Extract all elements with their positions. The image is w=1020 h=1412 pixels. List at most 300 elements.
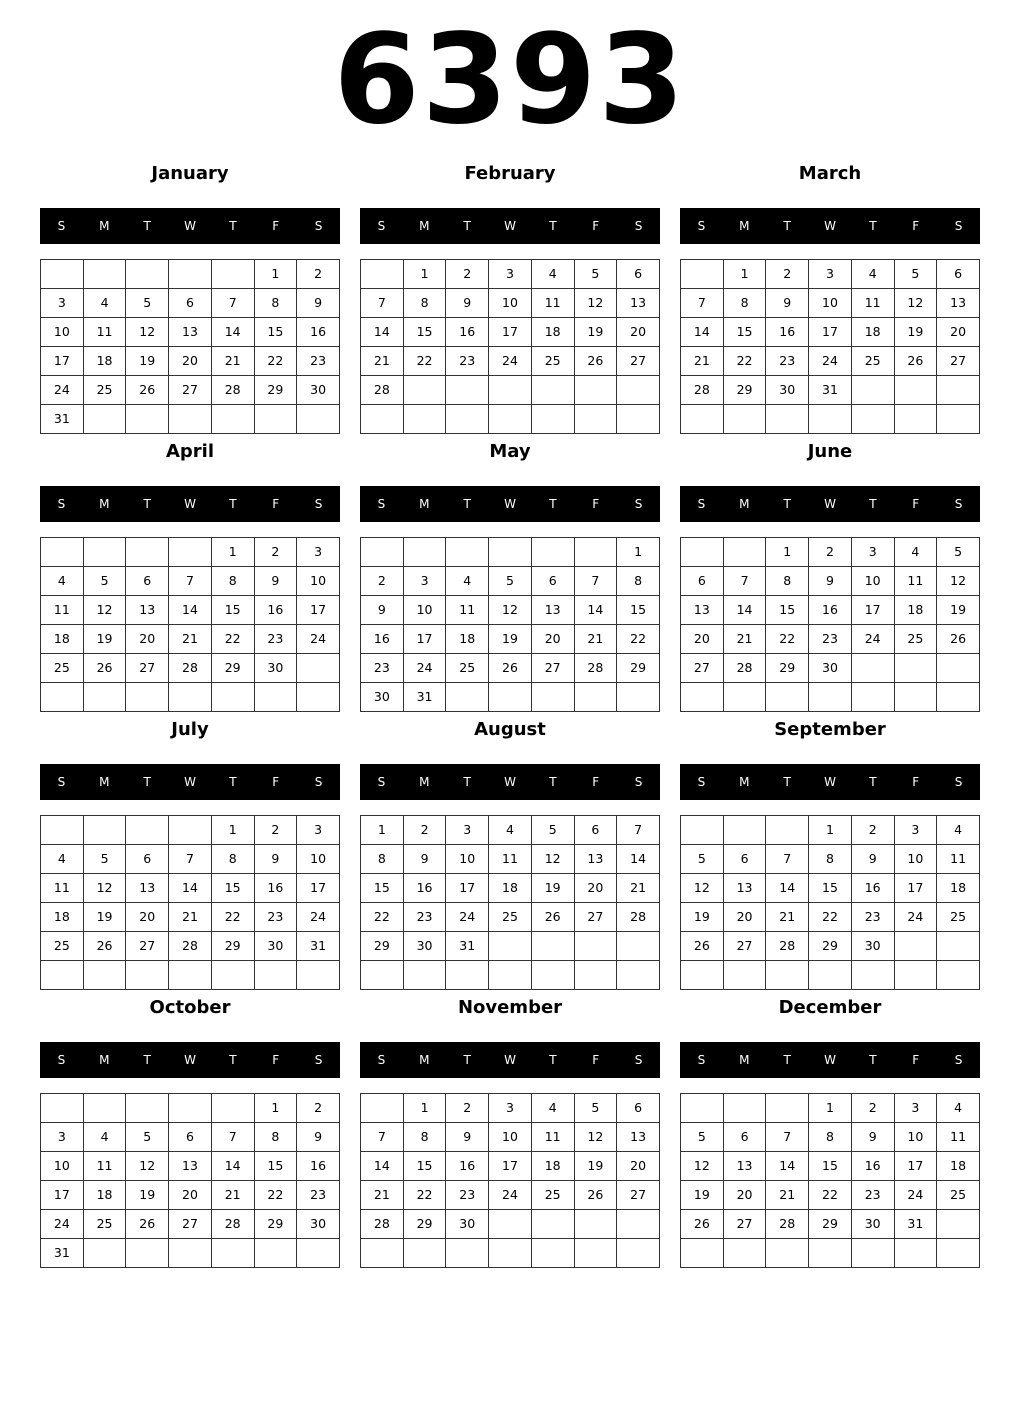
day-cell: 2 <box>766 260 809 289</box>
day-cell: 29 <box>766 654 809 683</box>
weekday-label: T <box>229 497 237 511</box>
day-cell: 26 <box>681 1210 724 1239</box>
day-cell: 24 <box>894 903 937 932</box>
day-cell: 27 <box>169 376 212 405</box>
week-row <box>681 1123 980 1152</box>
day-cell: 23 <box>446 347 489 376</box>
day-cell: 1 <box>617 538 660 567</box>
day-cell <box>617 961 660 990</box>
week-row <box>41 567 340 596</box>
day-cell <box>446 538 489 567</box>
day-cell: 8 <box>809 1123 852 1152</box>
day-cell: 30 <box>851 1210 894 1239</box>
day-cell: 11 <box>83 318 126 347</box>
day-cell: 1 <box>254 260 297 289</box>
day-cell: 1 <box>403 1094 446 1123</box>
day-cell: 3 <box>41 289 84 318</box>
day-cell: 15 <box>361 874 404 903</box>
day-cell: 31 <box>809 376 852 405</box>
day-cell <box>851 654 894 683</box>
weekday-label: M <box>419 1053 430 1067</box>
day-cell <box>937 932 980 961</box>
day-cell: 14 <box>681 318 724 347</box>
day-cell: 28 <box>681 376 724 405</box>
day-cell: 31 <box>446 932 489 961</box>
day-cell <box>894 405 937 434</box>
weekday-label: S <box>954 1053 963 1067</box>
day-cell: 6 <box>681 567 724 596</box>
day-cell: 9 <box>297 1123 340 1152</box>
weekday-label: T <box>783 497 791 511</box>
day-cell: 2 <box>851 1094 894 1123</box>
week-row <box>361 1181 660 1210</box>
week-row <box>361 538 660 567</box>
day-cell <box>723 1094 766 1123</box>
day-cell: 8 <box>254 1123 297 1152</box>
week-row <box>41 683 340 712</box>
day-cell: 27 <box>574 903 617 932</box>
day-cell: 18 <box>83 347 126 376</box>
day-cell: 10 <box>489 1123 532 1152</box>
day-cell <box>894 961 937 990</box>
month-name: December <box>778 997 882 1018</box>
day-cell: 24 <box>894 1181 937 1210</box>
weekday-label: S <box>57 497 66 511</box>
day-cell: 30 <box>254 932 297 961</box>
day-cell: 4 <box>41 567 84 596</box>
month-name: May <box>489 441 531 462</box>
day-cell: 13 <box>617 289 660 318</box>
day-cell <box>297 405 340 434</box>
day-cell <box>723 961 766 990</box>
weekday-header <box>40 764 340 800</box>
week-row <box>41 903 340 932</box>
day-cell: 2 <box>851 816 894 845</box>
weekday-label: T <box>783 775 791 789</box>
day-cell <box>681 260 724 289</box>
day-cell: 6 <box>723 845 766 874</box>
day-cell <box>681 961 724 990</box>
day-cell <box>297 683 340 712</box>
week-row <box>681 596 980 625</box>
day-cell: 2 <box>809 538 852 567</box>
day-cell <box>446 683 489 712</box>
day-cell <box>169 260 212 289</box>
day-cell: 25 <box>531 347 574 376</box>
weekday-label: T <box>463 1053 471 1067</box>
day-cell <box>489 961 532 990</box>
weekday-label: T <box>869 1053 877 1067</box>
day-cell: 16 <box>851 1152 894 1181</box>
day-cell <box>531 961 574 990</box>
weekday-label: T <box>549 497 557 511</box>
day-cell <box>169 405 212 434</box>
day-cell: 27 <box>937 347 980 376</box>
day-cell: 28 <box>211 376 254 405</box>
day-cell: 23 <box>446 1181 489 1210</box>
day-cell: 18 <box>894 596 937 625</box>
day-cell: 29 <box>403 1210 446 1239</box>
day-cell: 6 <box>723 1123 766 1152</box>
day-grid <box>40 537 340 712</box>
day-cell: 16 <box>446 1152 489 1181</box>
day-cell: 5 <box>126 1123 169 1152</box>
weekday-label: T <box>869 219 877 233</box>
day-cell: 11 <box>894 567 937 596</box>
day-cell <box>766 961 809 990</box>
day-cell <box>446 405 489 434</box>
day-cell <box>361 405 404 434</box>
day-cell <box>851 1239 894 1268</box>
day-cell: 23 <box>361 654 404 683</box>
day-cell: 14 <box>723 596 766 625</box>
day-cell: 21 <box>169 903 212 932</box>
day-cell <box>211 683 254 712</box>
week-row <box>681 538 980 567</box>
week-row <box>361 1123 660 1152</box>
weekday-header <box>360 764 660 800</box>
day-cell: 17 <box>489 318 532 347</box>
weekday-label: S <box>314 219 323 233</box>
month-name: June <box>807 441 853 462</box>
day-cell: 9 <box>809 567 852 596</box>
day-cell: 23 <box>297 347 340 376</box>
week-row <box>41 1181 340 1210</box>
week-row <box>41 1152 340 1181</box>
weekday-label: M <box>739 219 750 233</box>
weekday-label: T <box>229 775 237 789</box>
day-cell: 19 <box>531 874 574 903</box>
week-row <box>361 376 660 405</box>
day-cell: 12 <box>574 289 617 318</box>
day-cell: 24 <box>851 625 894 654</box>
day-cell: 31 <box>297 932 340 961</box>
weekday-label: F <box>272 497 280 511</box>
week-row <box>41 289 340 318</box>
weekday-label: S <box>377 1053 386 1067</box>
day-cell: 21 <box>361 1181 404 1210</box>
day-cell: 8 <box>403 1123 446 1152</box>
day-cell: 5 <box>681 845 724 874</box>
day-cell: 20 <box>937 318 980 347</box>
day-cell: 20 <box>723 903 766 932</box>
day-cell: 24 <box>446 903 489 932</box>
day-cell <box>723 816 766 845</box>
day-cell: 12 <box>531 845 574 874</box>
day-cell: 15 <box>211 596 254 625</box>
weekday-header <box>680 764 980 800</box>
day-cell: 10 <box>809 289 852 318</box>
weekday-label: W <box>184 497 196 511</box>
week-row <box>681 1210 980 1239</box>
day-cell: 21 <box>766 1181 809 1210</box>
day-cell <box>809 1239 852 1268</box>
day-cell: 4 <box>489 816 532 845</box>
year-title: 6393 <box>333 8 687 152</box>
day-cell: 13 <box>723 874 766 903</box>
day-cell: 5 <box>681 1123 724 1152</box>
day-cell: 30 <box>254 654 297 683</box>
day-cell <box>851 961 894 990</box>
day-cell: 21 <box>211 347 254 376</box>
day-cell: 5 <box>126 289 169 318</box>
day-cell: 14 <box>617 845 660 874</box>
weekday-header <box>40 486 340 522</box>
day-cell: 2 <box>361 567 404 596</box>
day-cell: 10 <box>894 845 937 874</box>
day-cell: 10 <box>851 567 894 596</box>
day-grid <box>360 815 660 990</box>
day-cell: 27 <box>126 932 169 961</box>
day-cell <box>489 538 532 567</box>
day-cell: 10 <box>297 845 340 874</box>
day-cell <box>403 961 446 990</box>
day-cell <box>531 376 574 405</box>
day-cell: 15 <box>403 318 446 347</box>
day-cell: 1 <box>809 1094 852 1123</box>
day-cell: 24 <box>809 347 852 376</box>
week-row <box>361 932 660 961</box>
day-cell: 6 <box>937 260 980 289</box>
day-cell <box>126 816 169 845</box>
weekday-label: W <box>184 775 196 789</box>
day-cell: 18 <box>531 318 574 347</box>
day-cell: 6 <box>617 260 660 289</box>
day-cell: 29 <box>361 932 404 961</box>
day-cell <box>361 1239 404 1268</box>
weekday-label: S <box>634 497 643 511</box>
week-row <box>681 1181 980 1210</box>
day-cell: 4 <box>531 1094 574 1123</box>
day-cell: 15 <box>809 874 852 903</box>
day-cell: 8 <box>254 289 297 318</box>
day-cell: 3 <box>446 816 489 845</box>
day-cell <box>937 1239 980 1268</box>
day-cell: 28 <box>766 1210 809 1239</box>
day-cell <box>937 1210 980 1239</box>
day-cell: 25 <box>531 1181 574 1210</box>
day-cell: 20 <box>617 1152 660 1181</box>
day-cell: 25 <box>83 1210 126 1239</box>
day-cell: 11 <box>41 596 84 625</box>
week-row <box>681 816 980 845</box>
day-cell: 24 <box>297 903 340 932</box>
weekday-label: T <box>783 219 791 233</box>
day-cell: 13 <box>937 289 980 318</box>
weekday-label: T <box>229 219 237 233</box>
day-cell: 17 <box>41 347 84 376</box>
day-cell: 9 <box>254 845 297 874</box>
day-cell <box>574 1239 617 1268</box>
day-cell: 18 <box>937 874 980 903</box>
day-grid <box>40 815 340 990</box>
weekday-label: T <box>463 497 471 511</box>
weekday-label: W <box>504 219 516 233</box>
day-cell: 10 <box>489 289 532 318</box>
day-cell: 18 <box>41 903 84 932</box>
day-cell: 9 <box>446 289 489 318</box>
day-grid <box>680 259 980 434</box>
day-cell: 3 <box>851 538 894 567</box>
day-cell: 9 <box>297 289 340 318</box>
day-cell: 15 <box>809 1152 852 1181</box>
day-cell: 8 <box>403 289 446 318</box>
week-row <box>41 596 340 625</box>
day-cell <box>723 1239 766 1268</box>
month-name: September <box>774 719 886 740</box>
weekday-label: T <box>463 775 471 789</box>
month-name: November <box>457 997 563 1018</box>
day-grid <box>680 1093 980 1268</box>
day-cell: 20 <box>531 625 574 654</box>
day-cell <box>574 961 617 990</box>
day-cell <box>574 932 617 961</box>
day-cell: 17 <box>446 874 489 903</box>
day-cell: 17 <box>403 625 446 654</box>
weekday-label: W <box>824 1053 836 1067</box>
day-cell: 2 <box>297 260 340 289</box>
day-cell: 19 <box>126 347 169 376</box>
day-cell <box>894 376 937 405</box>
day-cell <box>574 538 617 567</box>
day-cell <box>723 683 766 712</box>
day-cell: 2 <box>446 1094 489 1123</box>
day-cell: 19 <box>681 1181 724 1210</box>
day-cell <box>361 1094 404 1123</box>
week-row <box>41 376 340 405</box>
day-cell: 12 <box>83 874 126 903</box>
week-row <box>681 260 980 289</box>
day-cell: 24 <box>489 1181 532 1210</box>
day-cell: 26 <box>83 932 126 961</box>
day-cell: 12 <box>126 318 169 347</box>
day-cell <box>446 1239 489 1268</box>
day-cell: 25 <box>894 625 937 654</box>
weekday-header <box>360 208 660 244</box>
day-cell <box>489 1239 532 1268</box>
weekday-label: F <box>592 497 600 511</box>
weekday-label: F <box>912 775 920 789</box>
day-cell: 28 <box>169 932 212 961</box>
day-cell <box>446 376 489 405</box>
weekday-label: W <box>504 497 516 511</box>
day-cell: 1 <box>766 538 809 567</box>
day-cell <box>531 1210 574 1239</box>
week-row <box>41 845 340 874</box>
day-cell <box>681 816 724 845</box>
day-grid <box>680 815 980 990</box>
weekday-label: T <box>229 1053 237 1067</box>
day-cell: 20 <box>169 347 212 376</box>
weekday-label: S <box>634 219 643 233</box>
day-cell <box>41 961 84 990</box>
week-row <box>41 932 340 961</box>
day-cell: 13 <box>531 596 574 625</box>
day-cell: 5 <box>531 816 574 845</box>
day-cell <box>211 961 254 990</box>
day-cell: 21 <box>169 625 212 654</box>
day-cell: 27 <box>723 1210 766 1239</box>
day-cell: 15 <box>254 318 297 347</box>
day-cell <box>83 1239 126 1268</box>
day-cell: 6 <box>126 845 169 874</box>
day-cell <box>126 405 169 434</box>
day-cell <box>169 1094 212 1123</box>
week-row <box>361 289 660 318</box>
day-cell: 4 <box>851 260 894 289</box>
day-cell <box>489 683 532 712</box>
day-cell: 30 <box>809 654 852 683</box>
week-row <box>361 816 660 845</box>
day-cell <box>681 538 724 567</box>
day-cell <box>169 683 212 712</box>
day-cell: 3 <box>41 1123 84 1152</box>
day-cell: 24 <box>489 347 532 376</box>
week-row <box>681 625 980 654</box>
weekday-label: S <box>377 219 386 233</box>
day-cell: 15 <box>723 318 766 347</box>
day-cell: 26 <box>937 625 980 654</box>
day-cell: 5 <box>489 567 532 596</box>
day-cell: 3 <box>403 567 446 596</box>
week-row <box>681 1239 980 1268</box>
weekday-header <box>40 208 340 244</box>
day-cell: 16 <box>297 318 340 347</box>
day-cell: 16 <box>297 1152 340 1181</box>
day-cell <box>446 961 489 990</box>
day-cell <box>531 405 574 434</box>
day-cell: 19 <box>489 625 532 654</box>
day-cell: 18 <box>83 1181 126 1210</box>
day-cell: 29 <box>254 1210 297 1239</box>
day-cell <box>894 683 937 712</box>
day-cell: 17 <box>41 1181 84 1210</box>
week-row <box>41 1239 340 1268</box>
day-cell: 13 <box>723 1152 766 1181</box>
day-cell <box>617 1210 660 1239</box>
day-cell: 16 <box>809 596 852 625</box>
day-cell: 13 <box>169 318 212 347</box>
day-cell: 10 <box>41 318 84 347</box>
day-cell: 18 <box>531 1152 574 1181</box>
day-cell: 5 <box>894 260 937 289</box>
day-cell: 26 <box>681 932 724 961</box>
week-row <box>361 347 660 376</box>
day-cell: 22 <box>254 1181 297 1210</box>
weekday-label: F <box>912 497 920 511</box>
week-row <box>681 347 980 376</box>
day-cell: 14 <box>574 596 617 625</box>
day-cell: 7 <box>361 1123 404 1152</box>
day-cell <box>169 538 212 567</box>
day-cell: 21 <box>361 347 404 376</box>
day-cell: 17 <box>894 874 937 903</box>
day-cell: 17 <box>297 596 340 625</box>
day-cell: 18 <box>446 625 489 654</box>
week-row <box>681 376 980 405</box>
day-cell <box>83 816 126 845</box>
weekday-label: S <box>634 775 643 789</box>
day-cell: 3 <box>489 260 532 289</box>
day-cell <box>83 1094 126 1123</box>
weekday-label: S <box>314 1053 323 1067</box>
weekday-header <box>40 1042 340 1078</box>
weekday-header <box>680 486 980 522</box>
day-cell: 21 <box>681 347 724 376</box>
day-cell: 20 <box>169 1181 212 1210</box>
day-cell: 4 <box>531 260 574 289</box>
day-cell: 7 <box>681 289 724 318</box>
